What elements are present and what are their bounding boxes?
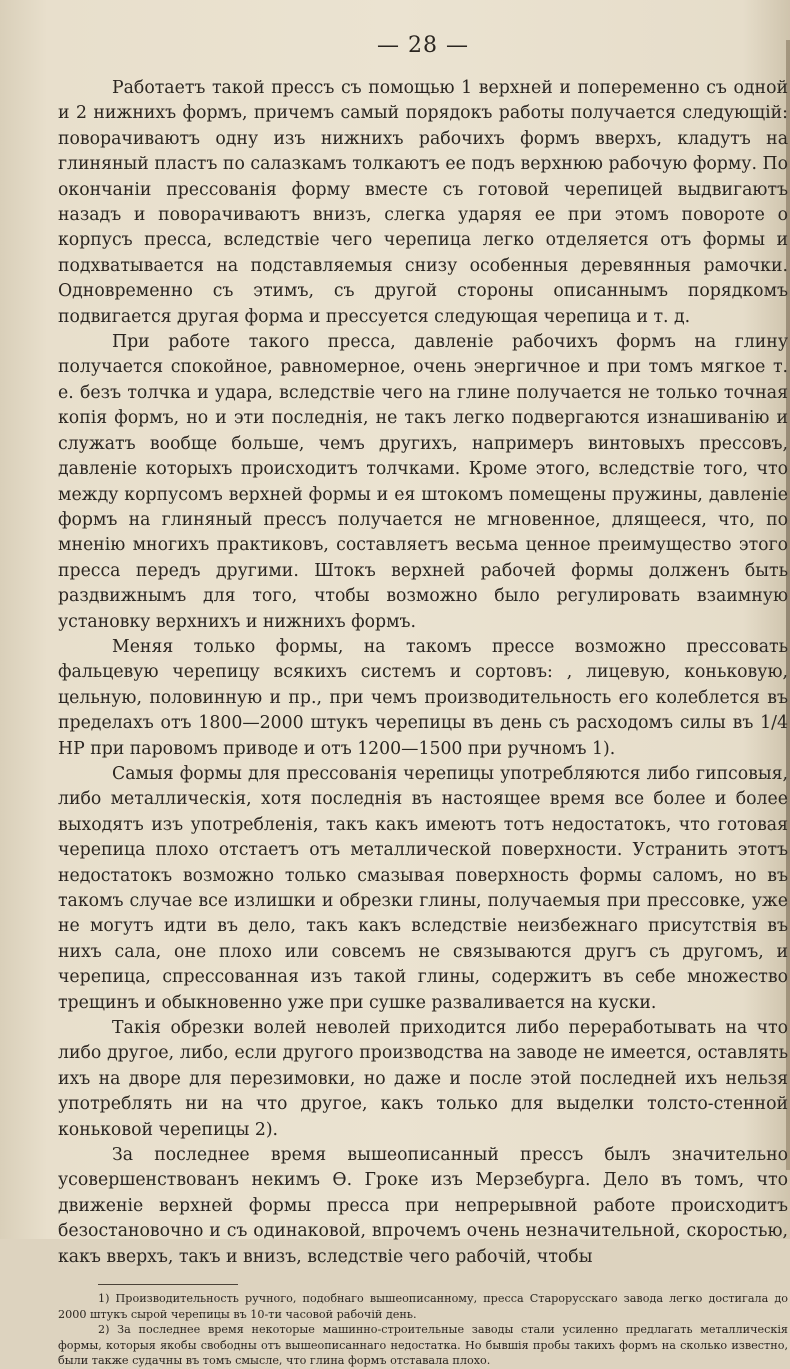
paragraph-3: Меняя только формы, на такомъ прессе возможно прессовать фальцевую черепицу всякихъ системъ и сортовъ: , лицевую, коньковую, цельную, половинную и пр., при чемъ производительность его колеблется въ пределахъ отъ 1800—2000 штукъ черепицы въ день съ расходомъ силы въ 1/4 HP при паровомъ приводе и отъ 1200—1500 при ручномъ 1). bbox=[58, 636, 788, 759]
page-number: — 28 — bbox=[377, 33, 469, 58]
paragraph-6: За последнее время вышеописанный прессъ былъ значительно усовершенствованъ некимъ Ө. Гроке изъ Мерзебурга. Дело въ томъ, что движенiе верхней формы пресса при непрерывной работе происходитъ безостановочно и съ одинаковой, впрочемъ очень незначительной, скоростью, какъ вверхъ, такъ и внизъ, вследствiе чего рабочiй, чтобы bbox=[58, 1145, 788, 1267]
paragraph-5: Такiя обрезки волей неволей приходится либо переработывать на что либо другое, либо, если другого производства на заводе не имеется, оставлять ихъ на дворе для перезимовки, но даже и после этой последней ихъ нельзя употреблять ни на что другое, какъ только для выделки толсто-стенной коньковой черепицы 2). bbox=[58, 1018, 788, 1140]
footnote-separator bbox=[98, 1284, 238, 1285]
footnotes bbox=[58, 1291, 788, 1369]
paragraph-1: Работаетъ такой прессъ съ помощью 1 верхней и попеременно съ одной и 2 нижнихъ формъ, причемъ самый порядокъ работы получается следующiй: поворачиваютъ одну изъ нижнихъ рабочихъ формъ вверхъ, кладутъ на глиняный пластъ по салазкамъ толкаютъ ее подъ верхнюю рабочую форму. По окончанiи прессованiя форму вместе съ готовой черепицей выдвигаютъ назадъ и поворачиваютъ внизъ, слегка ударяя ее при этомъ повороте о корпусъ пресса, вследствiе чего черепица легко отделяется отъ формы и подхватывается на подставляемыя снизу особенныя деревянныя рамочки. Одновременно съ этимъ, съ другой стороны описаннымъ порядкомъ подвигается другая форма и прессуется следующая черепица и т. д. bbox=[58, 78, 788, 327]
page-content bbox=[58, 30, 788, 1369]
paragraph-4: Самыя формы для прессованiя черепицы употребляются либо гипсовыя, либо металлическiя, хотя последнiя въ настоящее время все более и более выходятъ изъ употребленiя, такъ какъ имеютъ тотъ недостатокъ, что готовая черепица плохо отстаетъ отъ металлической поверхности. Устранить этотъ недостатокъ возможно только смазывая поверхность формы саломъ, но въ такомъ случае все излишки и обрезки глины, получаемыя при прессовке, уже не могутъ идти въ дело, такъ какъ вследствiе неизбежнаго присутствiя въ нихъ сала, оне плохо или совсемъ не связываются другъ съ другомъ, и черепица, спрессованная изъ такой глины, содержитъ въ себе множество трещинъ и обыкновенно уже при сушке разваливается на куски. bbox=[58, 763, 788, 1013]
paragraph-2: При работе такого пресса, давленiе рабочихъ формъ на глину получается спокойное, равномерное, очень энергичное и при томъ мягкое т. е. безъ толчка и удара, вследствiе чего на глине получается не только точная копiя формъ, но и эти последнiя, не такъ легко подвергаются изнашиванiю и служатъ вообще больше, чемъ другихъ, напримеръ винтовыхъ прессовъ, давленiе которыхъ происходитъ толчками. Кроме этого, вследствiе того, что между корпусомъ верхней формы и ея штокомъ помещены пружины, давленiе формъ на глиняный прессъ получается не мгновенное, длящееся, что, по мненiю многихъ практиковъ, составляетъ весьма ценное преимущество этого пресса передъ другими. Штокъ верхней рабочей формы долженъ быть раздвижнымъ для того, чтобы возможно было регулировать взаимную установку верхнихъ и нижнихъ формъ. bbox=[58, 332, 788, 632]
footnote-2: 2) За последнее время некоторые машинно-строительные заводы стали усиленно предлагать металлическiя формы, которыя якобы свободны отъ вышеописаннаго недостатка. Но бывшiя пробы такихъ формъ на сколько известно, были также судачны въ томъ смысле, что глина формъ отставала плохо. bbox=[58, 1323, 788, 1368]
footnote-1: 1) Производительность ручного, подобнаго вышеописанному, пресса Старорусскаго завода легко достигала до 2000 штукъ сырой черепицы въ 10-ти часовой рабочiй день. bbox=[58, 1292, 788, 1321]
main-text bbox=[58, 76, 788, 1270]
